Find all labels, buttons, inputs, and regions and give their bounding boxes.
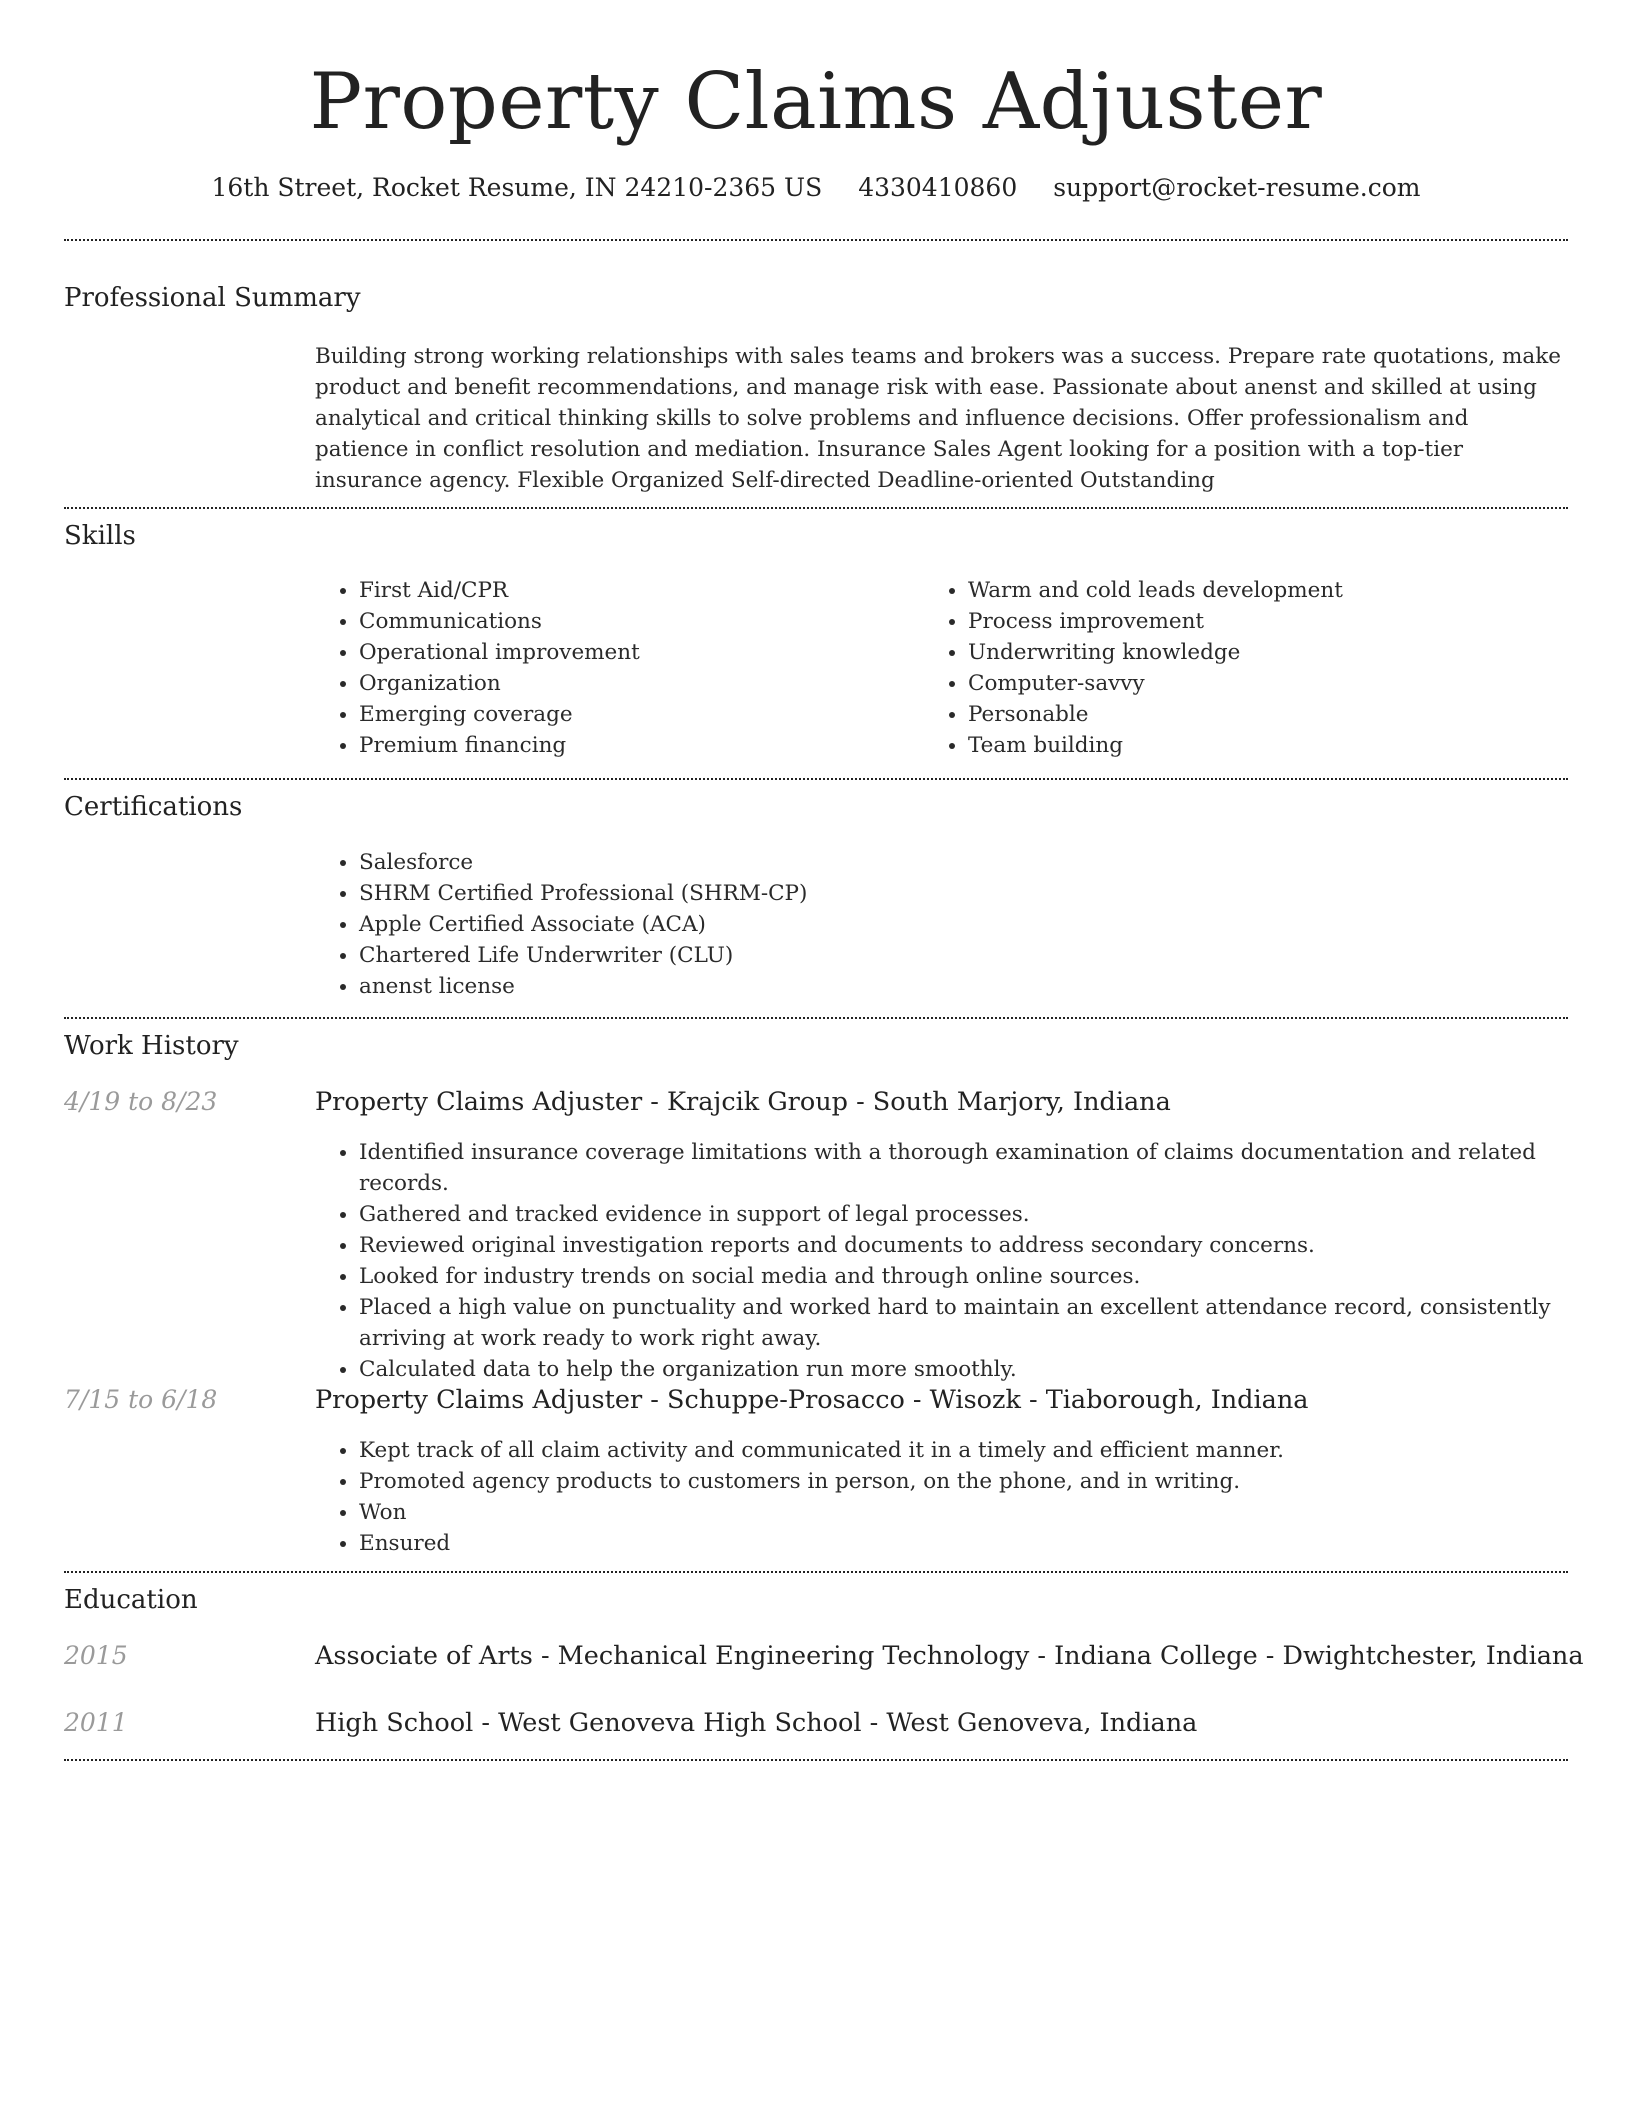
job-bullet: • Reviewed original investigation reports and documents to address secondary concerns. (359, 1230, 1589, 1261)
job-bullets (315, 1137, 1589, 1385)
skill-item: • Personable (968, 699, 1588, 730)
job-dates: 7/15 to 6/18 (64, 1385, 218, 1414)
job-bullet: • Placed a high value on punctuality and worked hard to maintain an excellent attendance record, consistently arriving at work ready to work right away. (359, 1292, 1589, 1354)
header-divider (64, 239, 1568, 241)
footer-divider (64, 1759, 1568, 1761)
phone-number: 4330410860 (858, 173, 1018, 202)
skill-item: • Operational improvement (359, 637, 919, 668)
certification-item: • SHRM Certified Professional (SHRM-CP) (359, 878, 1559, 909)
skills-list-right (924, 575, 1588, 761)
skill-item: • Process improvement (968, 606, 1588, 637)
skill-item: • Underwriting knowledge (968, 637, 1588, 668)
job-bullet: • Calculated data to help the organization run more smoothly. (359, 1354, 1589, 1385)
job-heading: Property Claims Adjuster - Krajcik Group - South Marjory, Indiana (315, 1087, 1171, 1117)
skill-item: • Team building (968, 730, 1588, 761)
skill-item: • Computer-savvy (968, 668, 1588, 699)
section-title-summary: Professional Summary (64, 283, 361, 313)
job-dates: 4/19 to 8/23 (64, 1087, 218, 1116)
section-title-skills: Skills (64, 521, 136, 551)
education-heading: High School - West Genoveva High School - West Genoveva, Indiana (315, 1708, 1198, 1738)
skills-list-left (315, 575, 919, 761)
skill-item: • Premium financing (359, 730, 919, 761)
certification-item: • anenst license (359, 971, 1559, 1002)
skill-item: • Emerging coverage (359, 699, 919, 730)
skill-item: • Warm and cold leads development (968, 575, 1588, 606)
job-heading: Property Claims Adjuster - Schuppe-Prosacco - Wisozk - Tiaborough, Indiana (315, 1385, 1309, 1415)
job-bullet: • Looked for industry trends on social media and through online sources. (359, 1261, 1589, 1292)
section-divider (64, 778, 1568, 780)
skill-item: • First Aid/CPR (359, 575, 919, 606)
summary-text: Building strong working relationships with sales teams and brokers was a success. Prepare rate quotations, make product and benefit recommendations, and manage risk with ease. Passionate about anenst and skilled at using analytical and critical thinking skills to solve problems and influence decisions. Offer professionalism and patience in conflict resolution and mediation. Insurance Sales Agent looking for a position with a top-tier insurance agency. Flexible Organized Self-directed Deadline-oriented Outstanding (315, 344, 1562, 493)
job-bullet: • Kept track of all claim activity and communicated it in a timely and efficient manner. (359, 1435, 1589, 1466)
education-heading: Associate of Arts - Mechanical Engineering Technology - Indiana College - Dwightchester, Indiana (315, 1641, 1584, 1671)
education-year: 2011 (64, 1708, 128, 1737)
certification-item: • Salesforce (359, 847, 1559, 878)
address: 16th Street, Rocket Resume, IN 24210-2365 US (211, 173, 823, 202)
candidate-name: Property Claims Adjuster (309, 57, 1323, 147)
skill-item: • Organization (359, 668, 919, 699)
skill-item: • Communications (359, 606, 919, 637)
section-divider (64, 1571, 1568, 1573)
certifications-list (315, 847, 1559, 1002)
section-title-education: Education (64, 1585, 198, 1615)
job-bullet: • Won (359, 1497, 1589, 1528)
job-bullets (315, 1435, 1589, 1559)
section-title-work-history: Work History (64, 1031, 239, 1061)
section-divider (64, 1017, 1568, 1019)
certification-item: • Apple Certified Associate (ACA) (359, 909, 1559, 940)
job-bullet: • Gathered and tracked evidence in support of legal processes. (359, 1199, 1589, 1230)
education-year: 2015 (64, 1641, 128, 1670)
contact-line (0, 170, 1632, 206)
job-bullet: • Promoted agency products to customers in person, on the phone, and in writing. (359, 1466, 1589, 1497)
certification-item: • Chartered Life Underwriter (CLU) (359, 940, 1559, 971)
job-bullet: • Identified insurance coverage limitations with a thorough examination of claims documentation and related records. (359, 1137, 1589, 1199)
section-divider (64, 507, 1568, 509)
section-title-certifications: Certifications (64, 792, 243, 822)
email-address: support@rocket-resume.com (1053, 173, 1421, 202)
job-bullet: • Ensured (359, 1528, 1589, 1559)
